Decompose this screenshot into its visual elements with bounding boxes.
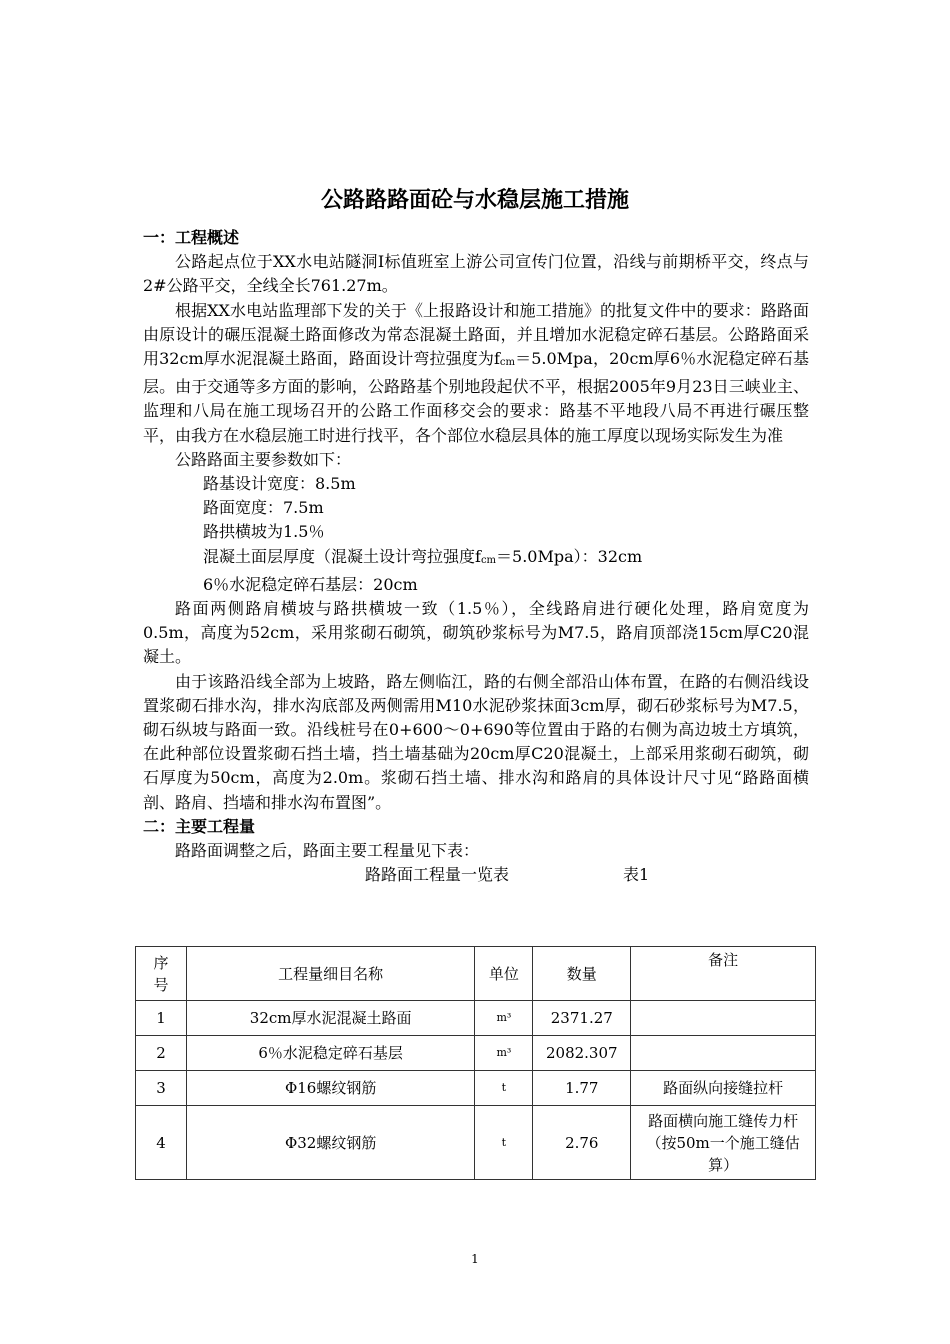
table-row xyxy=(136,1071,816,1106)
header-qty: 数量 xyxy=(533,947,631,1001)
table-header-row xyxy=(136,947,816,1001)
paragraph-quantities-intro: 路路面调整之后，路面主要工程量见下表： xyxy=(175,841,480,861)
section-heading-overview: 一：工程概述 xyxy=(143,228,240,247)
page-title: 公路路路面砼与水稳层施工措施 xyxy=(320,188,629,213)
param-base-layer: 6％水泥稳定碎石基层：20cm xyxy=(203,574,418,594)
cell-qty: 1.77 xyxy=(533,1071,631,1106)
cell-name: Φ32螺纹钢筋 xyxy=(186,1106,474,1180)
cell-note: 路面纵向接缝拉杆 xyxy=(631,1071,816,1106)
quantities-table xyxy=(135,946,816,1180)
cell-no: 4 xyxy=(136,1106,187,1180)
table-number: 表1 xyxy=(623,865,650,885)
paragraph-design-change: 根据XX水电站监理部下发的关于《上报路设计和施工措施》的批复文件中的要求：路路面由原设计的碾压混凝土路面修改为常态混凝土路面，并且增加水泥稳定碎石基层。公路路面采用32cm厚水泥混凝土路面，路面设计弯拉强度为fcm＝5.0Mpa，20cm厚6％水泥稳定碎石基层。由于交通等多方面的影响，公路路基个别地段起伏不平，根据2005年9月23日三峡业主、监理和八局在施工现场召开的公路工作面移交会的要求：路基不平地段八局不再进行碾压整平，由我方在水稳层施工时进行找平，各个部位水稳层具体的施工厚度以现场实际发生为准 xyxy=(143,300,809,445)
param-pavement-width: 路面宽度：7.5m xyxy=(203,498,324,518)
section-heading-quantities: 二：主要工程量 xyxy=(143,816,256,836)
param-concrete-thickness: 混凝土面层厚度（混凝土设计弯拉强度fcm＝5.0Mpa）：32cm xyxy=(203,546,643,566)
cell-no: 1 xyxy=(136,1001,187,1036)
param-crown-slope: 路拱横坡为1.5％ xyxy=(203,522,325,542)
table-row xyxy=(136,1036,816,1071)
cell-no: 2 xyxy=(136,1036,187,1071)
header-name: 工程量细目名称 xyxy=(186,947,474,1001)
header-no: 序号 xyxy=(136,947,187,1001)
cell-note xyxy=(631,1001,816,1036)
cell-name: Φ16螺纹钢筋 xyxy=(186,1071,474,1106)
paragraph-shoulder: 路面两侧路肩横坡与路拱横坡一致（1.5％），全线路肩进行硬化处理，路肩宽度为0.5m，高度为52cm，采用浆砌石砌筑，砌筑砂浆标号为M7.5，路肩顶部浇15cm厚C20混凝土。 xyxy=(143,599,809,667)
header-note: 备注 xyxy=(631,947,816,1001)
cell-unit: t xyxy=(475,1071,533,1106)
cell-note xyxy=(631,1036,816,1071)
table-row xyxy=(136,1001,816,1036)
subscript-cm: cm xyxy=(499,357,515,369)
document-body xyxy=(143,226,809,887)
cell-no: 3 xyxy=(136,1071,187,1106)
cell-unit: t xyxy=(475,1106,533,1180)
cell-note: 路面横向施工缝传力杆（按50m一个施工缝估算） xyxy=(631,1106,816,1180)
table-title: 路路面工程量一览表 xyxy=(365,865,510,885)
subscript-cm: cm xyxy=(480,554,497,566)
cell-name: 6％水泥稳定碎石基层 xyxy=(186,1036,474,1071)
cell-qty: 2.76 xyxy=(533,1106,631,1180)
param-roadbed-width: 路基设计宽度：8.5m xyxy=(203,474,356,494)
cell-unit: m³ xyxy=(475,1001,533,1036)
cell-name: 32cm厚水泥混凝土路面 xyxy=(186,1001,474,1036)
cell-qty: 2371.27 xyxy=(533,1001,631,1036)
table-row xyxy=(136,1106,816,1180)
table-caption xyxy=(143,863,809,887)
header-unit: 单位 xyxy=(475,947,533,1001)
paragraph-location: 公路起点位于XX水电站隧洞Ⅰ标值班室上游公司宣传门位置，沿线与前期桥平交，终点与2#公路平交，全线全长761.27m。 xyxy=(143,252,809,296)
cell-qty: 2082.307 xyxy=(533,1036,631,1071)
page-number: 1 xyxy=(471,1252,479,1266)
paragraph-drainage: 由于该路沿线全部为上坡路，路左侧临江，路的右侧全部沿山体布置，在路的右侧沿线设置浆砌石排水沟，排水沟底部及两侧需用M10水泥砂浆抹面3cm厚，砌石砂浆标号为M7.5，砌石纵坡与路面一致。沿线桩号在0+600～0+690等位置由于路的右侧为高边坡土方填筑，在此种部位设置浆砌石挡土墙，挡土墙基础为20cm厚C20混凝土，上部采用浆砌石砌筑，砌石厚度为50cm，高度为2.0m。浆砌石挡土墙、排水沟和路肩的具体设计尺寸见“路路面横剖、路肩、挡墙和排水沟布置图”。 xyxy=(143,671,809,812)
cell-unit: m³ xyxy=(475,1036,533,1071)
params-intro: 公路路面主要参数如下： xyxy=(175,449,352,469)
